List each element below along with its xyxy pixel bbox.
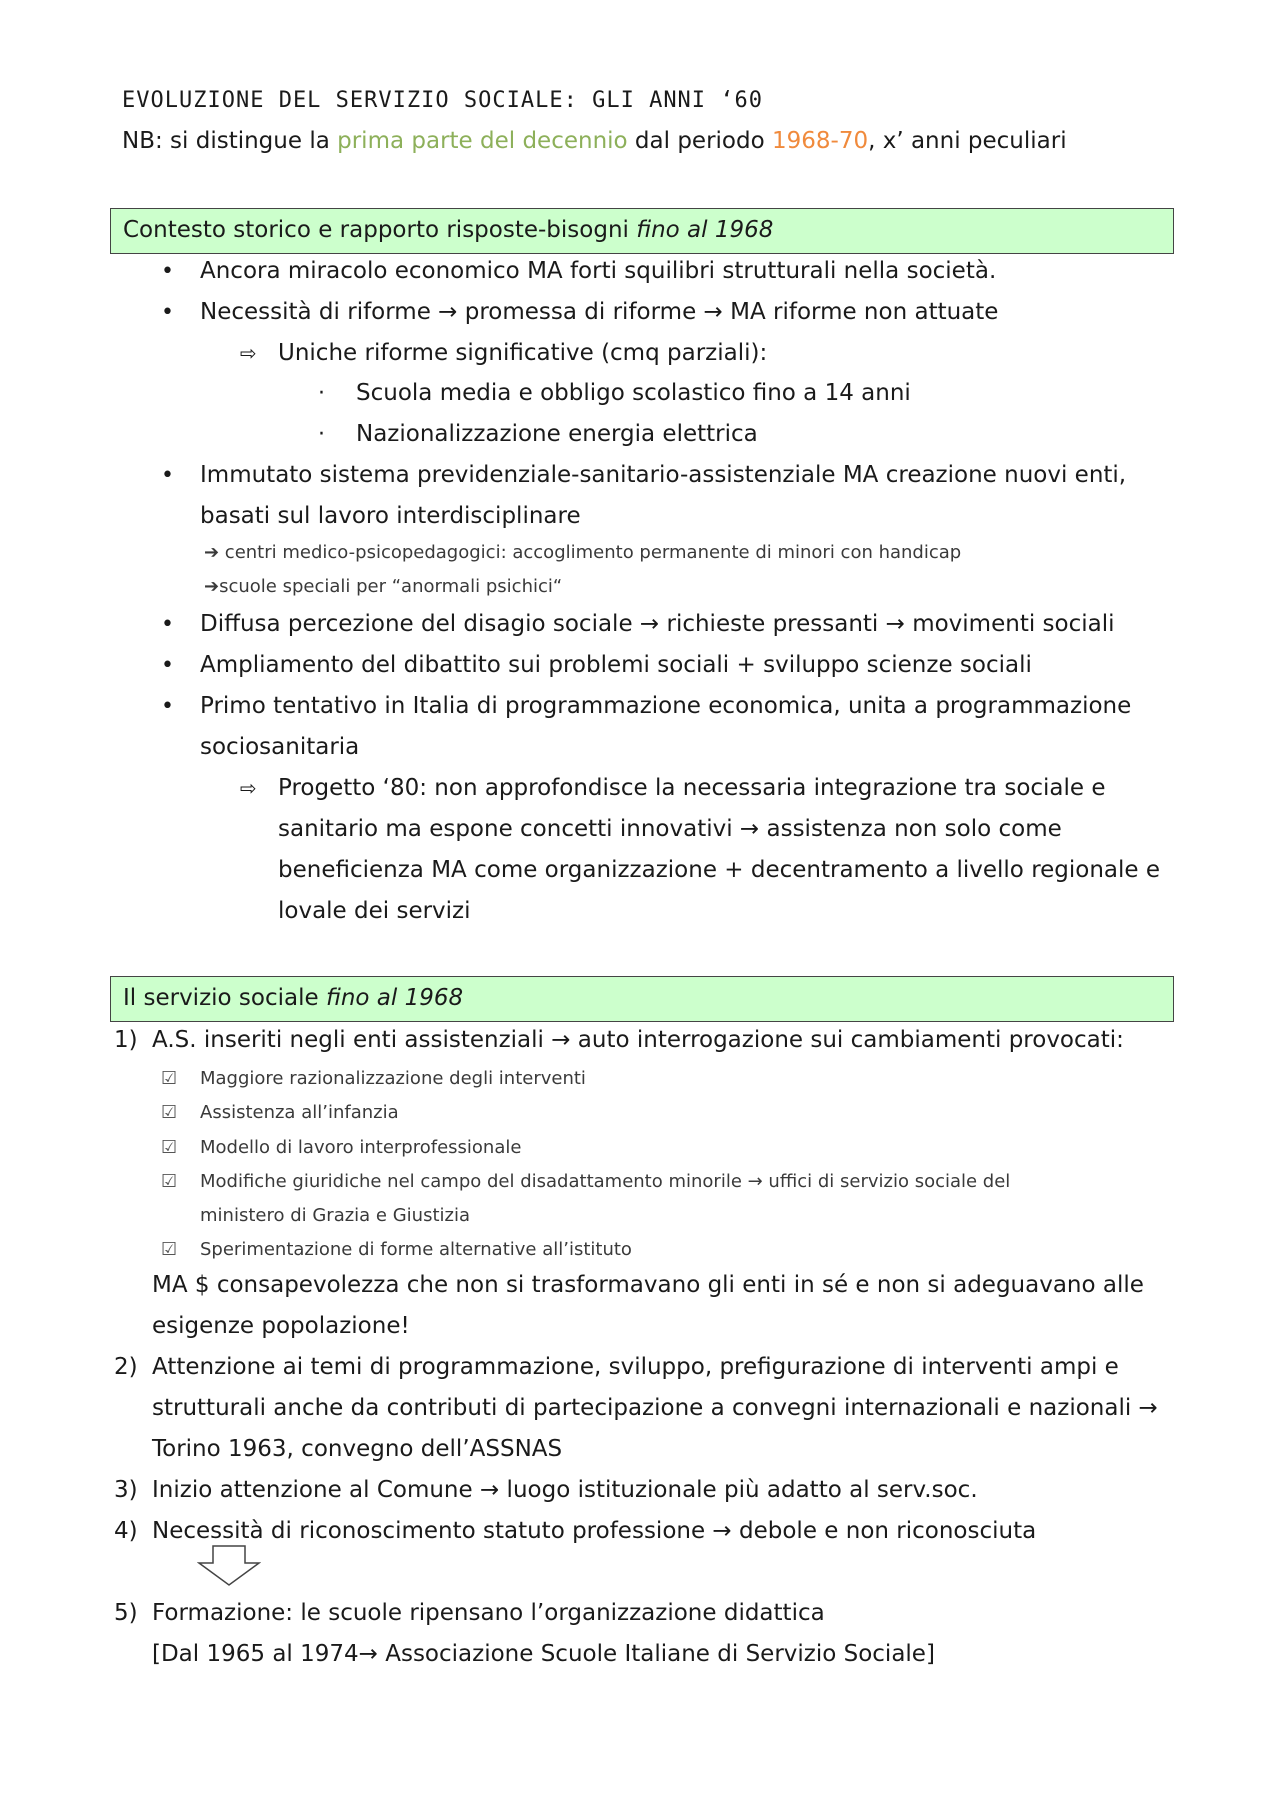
- numbered-item-continuation: MA $ consapevolezza che non si trasformavano gli enti in sé e non si adeguavano alle: [152, 1272, 1144, 1298]
- note-line: ➔ centri medico-psicopedagogici: accoglimento permanente di minori con handicap: [204, 542, 962, 563]
- bullet-icon: •: [161, 694, 174, 719]
- item-number: 3): [114, 1477, 138, 1503]
- list-item-continuation: basati sul lavoro interdisciplinare: [200, 503, 581, 529]
- sub-list-item: Uniche riforme significative (cmq parziali):: [278, 340, 768, 366]
- check-item: Assistenza all’infanzia: [200, 1102, 399, 1123]
- sub-list-item-continuation: lovale dei servizi: [278, 898, 471, 924]
- numbered-item: A.S. inseriti negli enti assistenziali → auto interrogazione sui cambiamenti provocati:: [152, 1027, 1124, 1053]
- bullet-icon: •: [161, 612, 174, 637]
- check-item: Sperimentazione di forme alternative all’istituto: [200, 1239, 632, 1260]
- note-line: ➔scuole speciali per “anormali psichici“: [204, 576, 563, 597]
- check-item: Modifiche giuridiche nel campo del disadattamento minorile → uffici di servizio sociale del: [200, 1171, 1011, 1192]
- sub-sub-list-item: Scuola media e obbligo scolastico fino a 14 anni: [356, 380, 911, 406]
- section-heading-context: [110, 208, 1174, 254]
- numbered-item-continuation: strutturali anche da contributi di partecipazione a convegni internazionali e nazionali →: [152, 1395, 1158, 1421]
- list-item-continuation: sociosanitaria: [200, 734, 360, 760]
- list-item: Primo tentativo in Italia di programmazione economica, unita a programmazione: [200, 693, 1132, 719]
- hollow-arrow-icon: ⇨: [240, 776, 257, 800]
- numbered-item: Necessità di riconoscimento statuto professione → debole e non riconosciuta: [152, 1518, 1037, 1544]
- section2-heading-text: Il servizio sociale: [123, 985, 326, 1011]
- checkbox-icon: ☑: [161, 1102, 178, 1123]
- document-title: EVOLUZIONE DEL SERVIZIO SOCIALE: GLI ANNI ‘60: [122, 88, 764, 113]
- list-item: Ampliamento del dibattito sui problemi sociali + sviluppo scienze sociali: [200, 652, 1032, 678]
- nb-suffix: , x’ anni peculiari: [868, 128, 1067, 154]
- item-number: 2): [114, 1354, 138, 1380]
- numbered-item: Formazione: le scuole ripensano l’organizzazione didattica: [152, 1600, 825, 1626]
- numbered-item-continuation: [Dal 1965 al 1974→ Associazione Scuole Italiane di Servizio Sociale]: [152, 1641, 935, 1667]
- numbered-item: Inizio attenzione al Comune → luogo istituzionale più adatto al serv.soc.: [152, 1477, 978, 1503]
- list-item: Ancora miracolo economico MA forti squilibri strutturali nella società.: [200, 258, 997, 284]
- checkbox-icon: ☑: [161, 1068, 178, 1089]
- nb-highlight-first-part: prima parte del decennio: [337, 128, 628, 154]
- section2-heading-italic: fino al 1968: [325, 985, 464, 1011]
- sub-list-item-continuation: beneficienza MA come organizzazione + decentramento a livello regionale e: [278, 857, 1161, 883]
- bullet-icon: •: [161, 259, 174, 284]
- numbered-item-continuation: esigenze popolazione!: [152, 1313, 410, 1339]
- down-arrow-icon: [197, 1545, 261, 1587]
- numbered-item-continuation: Torino 1963, convegno dell’ASSNAS: [152, 1436, 563, 1462]
- list-item: Immutato sistema previdenziale-sanitario-assistenziale MA creazione nuovi enti,: [200, 462, 1127, 488]
- check-item-continuation: ministero di Grazia e Giustizia: [200, 1205, 470, 1226]
- checkbox-icon: ☑: [161, 1171, 178, 1192]
- item-number: 1): [114, 1027, 138, 1053]
- nb-highlight-period: 1968-70: [771, 128, 869, 154]
- list-item: Necessità di riforme → promessa di riforme → MA riforme non attuate: [200, 299, 999, 325]
- dot-icon: ·: [318, 422, 325, 447]
- sub-list-item-continuation: sanitario ma espone concetti innovativi → assistenza non solo come: [278, 816, 1062, 842]
- sub-sub-list-item: Nazionalizzazione energia elettrica: [356, 421, 758, 447]
- bullet-icon: •: [161, 463, 174, 488]
- numbered-item: Attenzione ai temi di programmazione, sviluppo, prefigurazione di interventi ampi e: [152, 1354, 1119, 1380]
- nb-prefix: NB: si distingue la: [122, 128, 338, 154]
- sub-list-item: Progetto ‘80: non approfondisce la necessaria integrazione tra sociale e: [278, 775, 1106, 801]
- check-item: Maggiore razionalizzazione degli interventi: [200, 1068, 586, 1089]
- item-number: 4): [114, 1518, 138, 1544]
- item-number: 5): [114, 1600, 138, 1626]
- bullet-icon: •: [161, 653, 174, 678]
- checkbox-icon: ☑: [161, 1137, 178, 1158]
- section1-heading-italic: fino al 1968: [636, 217, 774, 243]
- bullet-icon: •: [161, 300, 174, 325]
- hollow-arrow-icon: ⇨: [240, 341, 257, 365]
- check-item: Modello di lavoro interprofessionale: [200, 1137, 522, 1158]
- section-heading-social-service: [110, 976, 1174, 1022]
- nb-middle: dal periodo: [627, 128, 772, 154]
- nb-note: [122, 128, 1067, 154]
- list-item: Diffusa percezione del disagio sociale → richieste pressanti → movimenti sociali: [200, 611, 1115, 637]
- dot-icon: ·: [318, 381, 325, 406]
- section1-heading-text: Contesto storico e rapporto risposte-bisogni: [123, 217, 637, 243]
- checkbox-icon: ☑: [161, 1239, 178, 1260]
